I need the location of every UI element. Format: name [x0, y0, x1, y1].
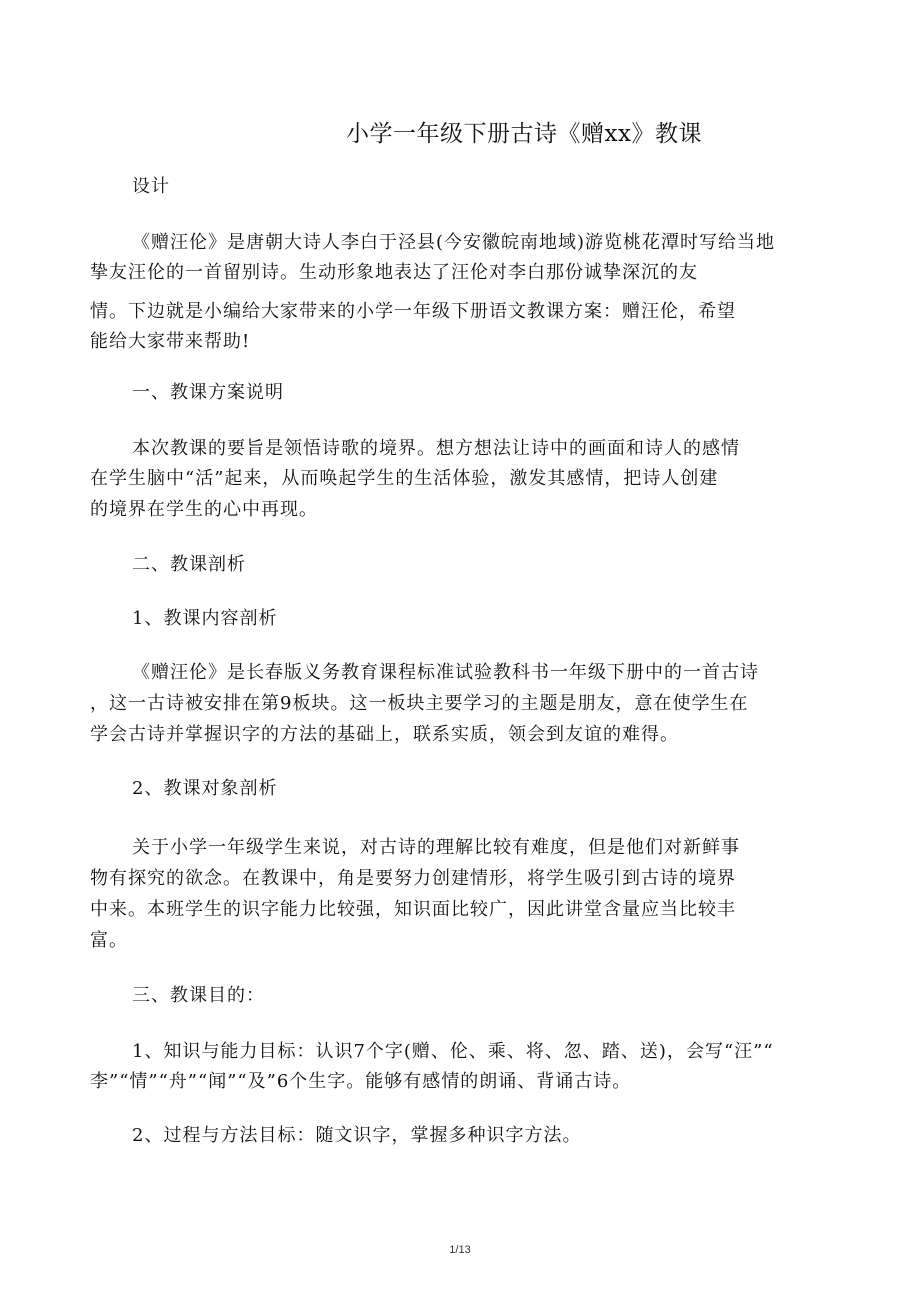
goal-1-line-2: 李”“情”“舟”“闻”“及”6个生字。能够有感情的朗诵、背诵古诗。 — [90, 1071, 632, 1092]
goal-2-line: 2、过程与方法目标：随文识字，掌握多种识字方法。 — [132, 1125, 582, 1146]
intro-line-1: 《赠汪伦》是唐朝大诗人李白于泾县(今安徽皖南地域)游览桃花潭时写给当地 — [132, 232, 776, 253]
subsection-2-heading: 2、教课对象剖析 — [132, 778, 278, 799]
section-1-text-line-2: 在学生脑中“活”起来，从而唤起学生的生活体验，激发其感情，把诗人创建 — [90, 468, 719, 489]
subsection-2-text-line-2: 物有探究的欲念。在教课中，角是要努力创建情形，将学生吸引到古诗的境界 — [90, 868, 736, 889]
subsection-2-text-line-3: 中来。本班学生的识字能力比较强，知识面比较广，因此讲堂含量应当比较丰 — [90, 899, 736, 920]
page-number: 1/13 — [449, 1244, 471, 1256]
subsection-1-text-line-1: 《赠汪伦》是长春版义务教育课程标准试验教科书一年级下册中的一首古诗 — [132, 662, 759, 683]
intro-line-2: 挚友汪伦的一首留别诗。生动形象地表达了汪伦对李白那份诚挚深沉的友 — [90, 262, 698, 283]
subsection-2-text-line-1: 关于小学一年级学生来说，对古诗的理解比较有难度，但是他们对新鲜事 — [132, 837, 740, 858]
subsection-1-heading: 1、教课内容剖析 — [132, 608, 278, 629]
intro-line-3: 情。下边就是小编给大家带来的小学一年级下册语文教课方案：赠汪伦，希望 — [90, 301, 736, 322]
section-2-heading: 二、教课剖析 — [132, 554, 246, 575]
document-title-continuation: 设计 — [132, 176, 170, 197]
subsection-1-text-line-3: 学会古诗并掌握识字的方法的基础上，联系实质，领会到友谊的难得。 — [90, 724, 679, 745]
subsection-2-text-line-4: 富。 — [90, 930, 128, 951]
subsection-1-text-line-2: ，这一古诗被安排在第9板块。这一板块主要学习的主题是朋友，意在使学生在 — [90, 693, 749, 714]
section-3-heading: 三、教课目的： — [132, 985, 265, 1006]
intro-line-4: 能给大家带来帮助! — [90, 331, 251, 352]
goal-1-line-1: 1、知识与能力目标：认识7个字(赠、伦、乘、将、忽、踏、送)，会写“汪”“ — [132, 1041, 774, 1062]
document-title: 小学一年级下册古诗《赠xx》教课 — [346, 121, 702, 147]
section-1-heading: 一、教课方案说明 — [132, 382, 284, 403]
section-1-text-line-3: 的境界在学生的心中再现。 — [90, 499, 318, 520]
section-1-text-line-1: 本次教课的要旨是领悟诗歌的境界。想方想法让诗中的画面和诗人的感情 — [132, 438, 740, 459]
